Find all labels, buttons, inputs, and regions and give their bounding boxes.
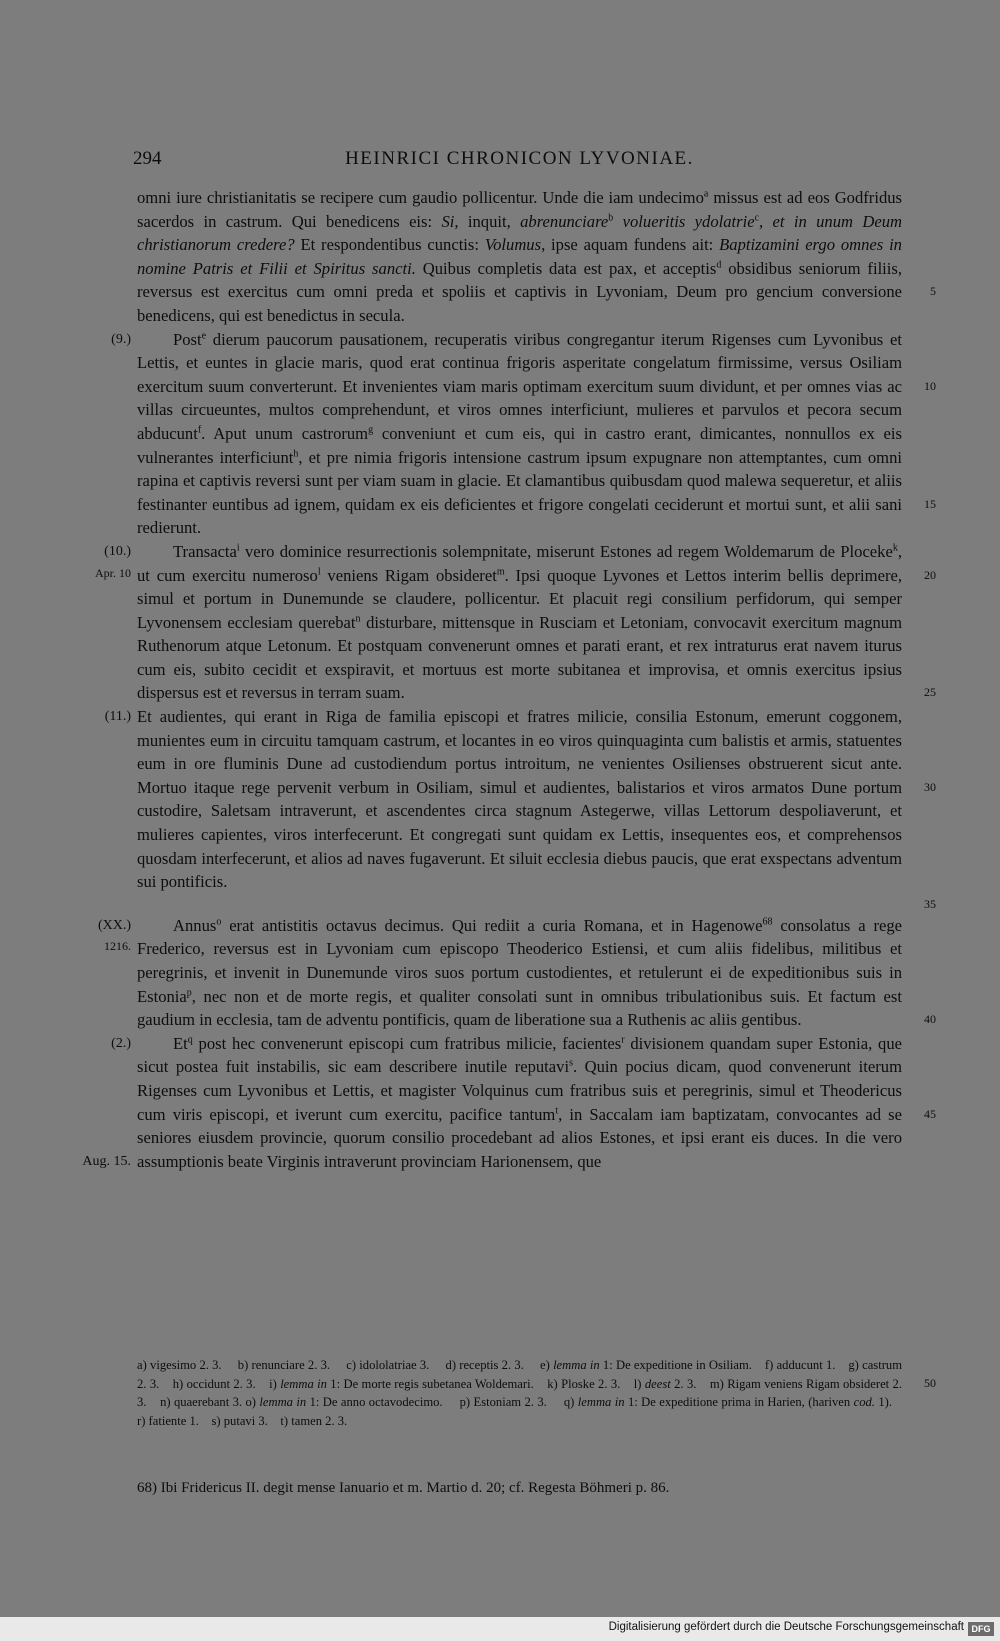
paragraph-9 — [111, 328, 936, 540]
paragraph-text: Annus$^o$ erat antistitis octavus decimus. Qui rediit a curia Romana, et in Hagenowe$^{68}$ consolatus a rege Frederico, reversus est in Lyvoniam cum episcopo Theoderico Estiensi, et cum aliis fidelibus, militibus et peregrinis, et invenit in Dunemunde viros suos portum custodientes, et retulerunt ei de expeditionibus suis in Estonia$^p$, nec non et de morte regis, et qualiter consolati sunt in omnibus tribulationibus suis. Et factum est gaudium in ecclesia, tam de adventu pontificis, quam de liberatione sua a Ruthenis ac aliis gentibus. — [137, 915, 902, 1030]
running-head: HEINRICI CHRONICON LYVONIAE. — [345, 148, 694, 169]
line-number: 5 — [930, 284, 936, 298]
footnote: 68) Ibi Fridericus II. degit mense Ianuario et m. Martio d. 20; cf. Regesta Böhmeri p. 86. — [137, 1480, 670, 1496]
paragraph-8-continuation — [137, 186, 936, 328]
line-number: 30 — [924, 780, 936, 795]
line-number: 15 — [924, 496, 936, 511]
section-marker: (9.) — [111, 331, 131, 347]
paragraph-11 — [104, 705, 936, 912]
section-marker: (11.) — [104, 709, 131, 725]
main-text — [82, 186, 936, 1173]
paragraph-10 — [95, 540, 936, 705]
apparatus-text: a) vigesimo 2. 3. b) renunciare 2. 3. c) idololatriae 3. d) receptis 2. 3. e) lemma in 1: De expeditione in Osiliam. f) adducunt 1. g) castrum 2. 3. h) occidunt 2. 3. i) lemma in 1: De morte regis subetanea Woldemari. k) Ploske 2. 3. l) deest 2. 3. m) Rigam veniens Rigam obsideret 2. 3. n) quaerebant 3. o) lemma in 1: De anno octavodecimo. p) Estoniam 2. 3. q) lemma in 1: De expeditione prima in Harien, (hariven cod. 1). r) fatiente 1. s) putavi 3. t) tamen 2. 3. — [137, 1358, 902, 1428]
line-number: 45 — [924, 1106, 936, 1121]
paragraph-text: Transacta$^i$ vero dominice resurrectionis solempnitate, miserunt Estones ad regem Woldemarum de Ploceke$^k$, ut cum exercitu numeroso$^l$ veniens Rigam obsideret$^m$. Ipsi quoque Lyvones et Lettos interim bellis deprimere, simul et portum in Dunemunde se claudere, pollicentur. Et placuit regi consilium perfidorum, qui semper Lyvonensem ecclesiam querebat$^n$ disturbare, mittensque in Rusciam et Letoniam, convocavit exercitum magnum Ruthenorum atque Letonum. Et postquam convenerunt omnes et parati erant, et rex intraturus erat navem iturus cum eis, subito cecidit et exspiravit, et mortuus est morte subitanea et improvisa, et omnis exercitus ipsius dispersus est et reversus in terram suam. — [137, 541, 902, 703]
paragraph-text: Post$^e$ dierum paucorum pausationem, recuperatis viribus congregantur iterum Rigenses cum Lyvonibus et Lettis, et euntes in glacie maris, quod erat continua frigoris asperitate congelatum firmissime, versus Osiliam exercitum suum converterunt. Et invenientes viam maris optimam exercitum suum dividunt, et per omnes vias ac villas circueuntes, multos comprehendunt, et viros omnes interficiunt, mulieres et parvulos et pecora secum abducunt$^f$. Aput unum castrorum$^g$ conveniunt et cum eis, qui in castro erant, dimicantes, nonnullos ex eis vulnerantes interficiunt$^h$, et pre nimia frigoris intensione castrum ipsum expugnare non attemptantes, cum omni rapina et captivis reversi sunt per viam suam in glacie. Et clamantibus quibusdam quod malewa sequeretur, et aliis festinanter euntibus ad ignem, quidam ex eis deficientes et frigore congelati ceciderunt et mortui sunt, et alii sani redierunt. — [137, 329, 902, 538]
page-number: 294 — [133, 148, 162, 169]
section-marker: (XX.) 1216. — [51, 914, 131, 957]
paragraph-2 — [82, 1032, 936, 1174]
margin-year: 1216. — [104, 939, 131, 954]
line-number: 20 — [924, 567, 936, 582]
paragraph-text: Et audientes, qui erant in Riga de familia episcopi et fratres milicie, consilia Estonum, emerunt coggonem, munientes eum in circuitu tamquam castrum, et locantes in eo viros quinquaginta cum balistis et armis, statuentes eum in ore fluminis Dune ad custodiendum portus introitum, ne venientes Osilienses obstruerent sicut ante. Mortuo itaque rege pervenit verbum in Osiliam, simul et audientes, balistarios et viros armatos Dune portum custodire, Saletsam intraverunt, et ascendentes circa stagnum Astegerwe, villas Lettorum despoliaverunt, et mulieres capientes, viros interfecerunt. Et congregati sunt quidam ex Lettis, insequentes eos, et comprehensos quosdam interfecerunt, et alios ad naves fugaverunt. Et siluit ecclesia diebus paucis, que erat exspectans adventum sui pontificis. — [137, 707, 902, 892]
section-marker: (10.) Apr. 10 — [51, 540, 131, 583]
line-number: 10 — [924, 378, 936, 393]
margin-date: Aug. 15. — [82, 1153, 131, 1169]
section-marker: (2.) — [111, 1035, 131, 1051]
paragraph-xx — [97, 914, 936, 1032]
margin-date: Apr. 10 — [95, 565, 131, 580]
line-number: 40 — [924, 1011, 936, 1026]
line-number: 25 — [924, 684, 936, 699]
paragraph-text: Et$^q$ post hec convenerunt episcopi cum fratribus milicie, facientes$^r$ divisionem quandam super Estonia, que sicut postea fuit instabilis, sic eam describere inutile reputavi$^s$. Quin pocius dicam, quod convenerunt iterum Rigenses cum Lyvonibus et Lettis, et magister Volquinus cum fratribus suis et peregrinis, simul et Theodericus cum viris episcopi, et iverunt cum exercitu, pacifice tantum$^t$, in Saccalam iam baptizatam, convocantes ad se seniores eiusdem provincie, quorum consilio procedebant ad alios Estones, et ipsi erant eis duces. In die vero assumptionis beate Virginis intraverunt provinciam Harionensem, que — [137, 1033, 902, 1171]
critical-apparatus — [137, 1356, 936, 1430]
dfg-logo-icon: DFG — [968, 1622, 994, 1636]
line-number: 35 — [924, 897, 936, 912]
page-header — [133, 148, 906, 178]
line-number: 50 — [924, 1376, 936, 1390]
dfg-credit-text: Digitalisierung gefördert durch die Deutsche Forschungsgemeinschaft — [608, 1621, 964, 1633]
dfg-credit-bar — [0, 1617, 1000, 1641]
paragraph-text: omni iure christianitatis se recipere cum gaudio pollicentur. Unde die iam undecimo$^a$ missus est ad eos Godfridus sacerdos in castrum. Qui benedicens eis: Si, inquit, abrenunciare$^b$ volueritis ydolatrie$^c$, et in unum Deum christianorum credere? Et respondentibus cunctis: Volumus, ipse aquam fundens ait: Baptizamini ergo omnes in nomine Patris et Filii et Spiritus sancti. Quibus completis data est pax, et acceptis$^d$ obsidibus seniorum filiis, reversus est exercitus cum omni preda et spoliis et captivis in Lyvoniam, Deum pro gencium conversione benedicens, qui est benedictus in secula. — [137, 188, 903, 325]
